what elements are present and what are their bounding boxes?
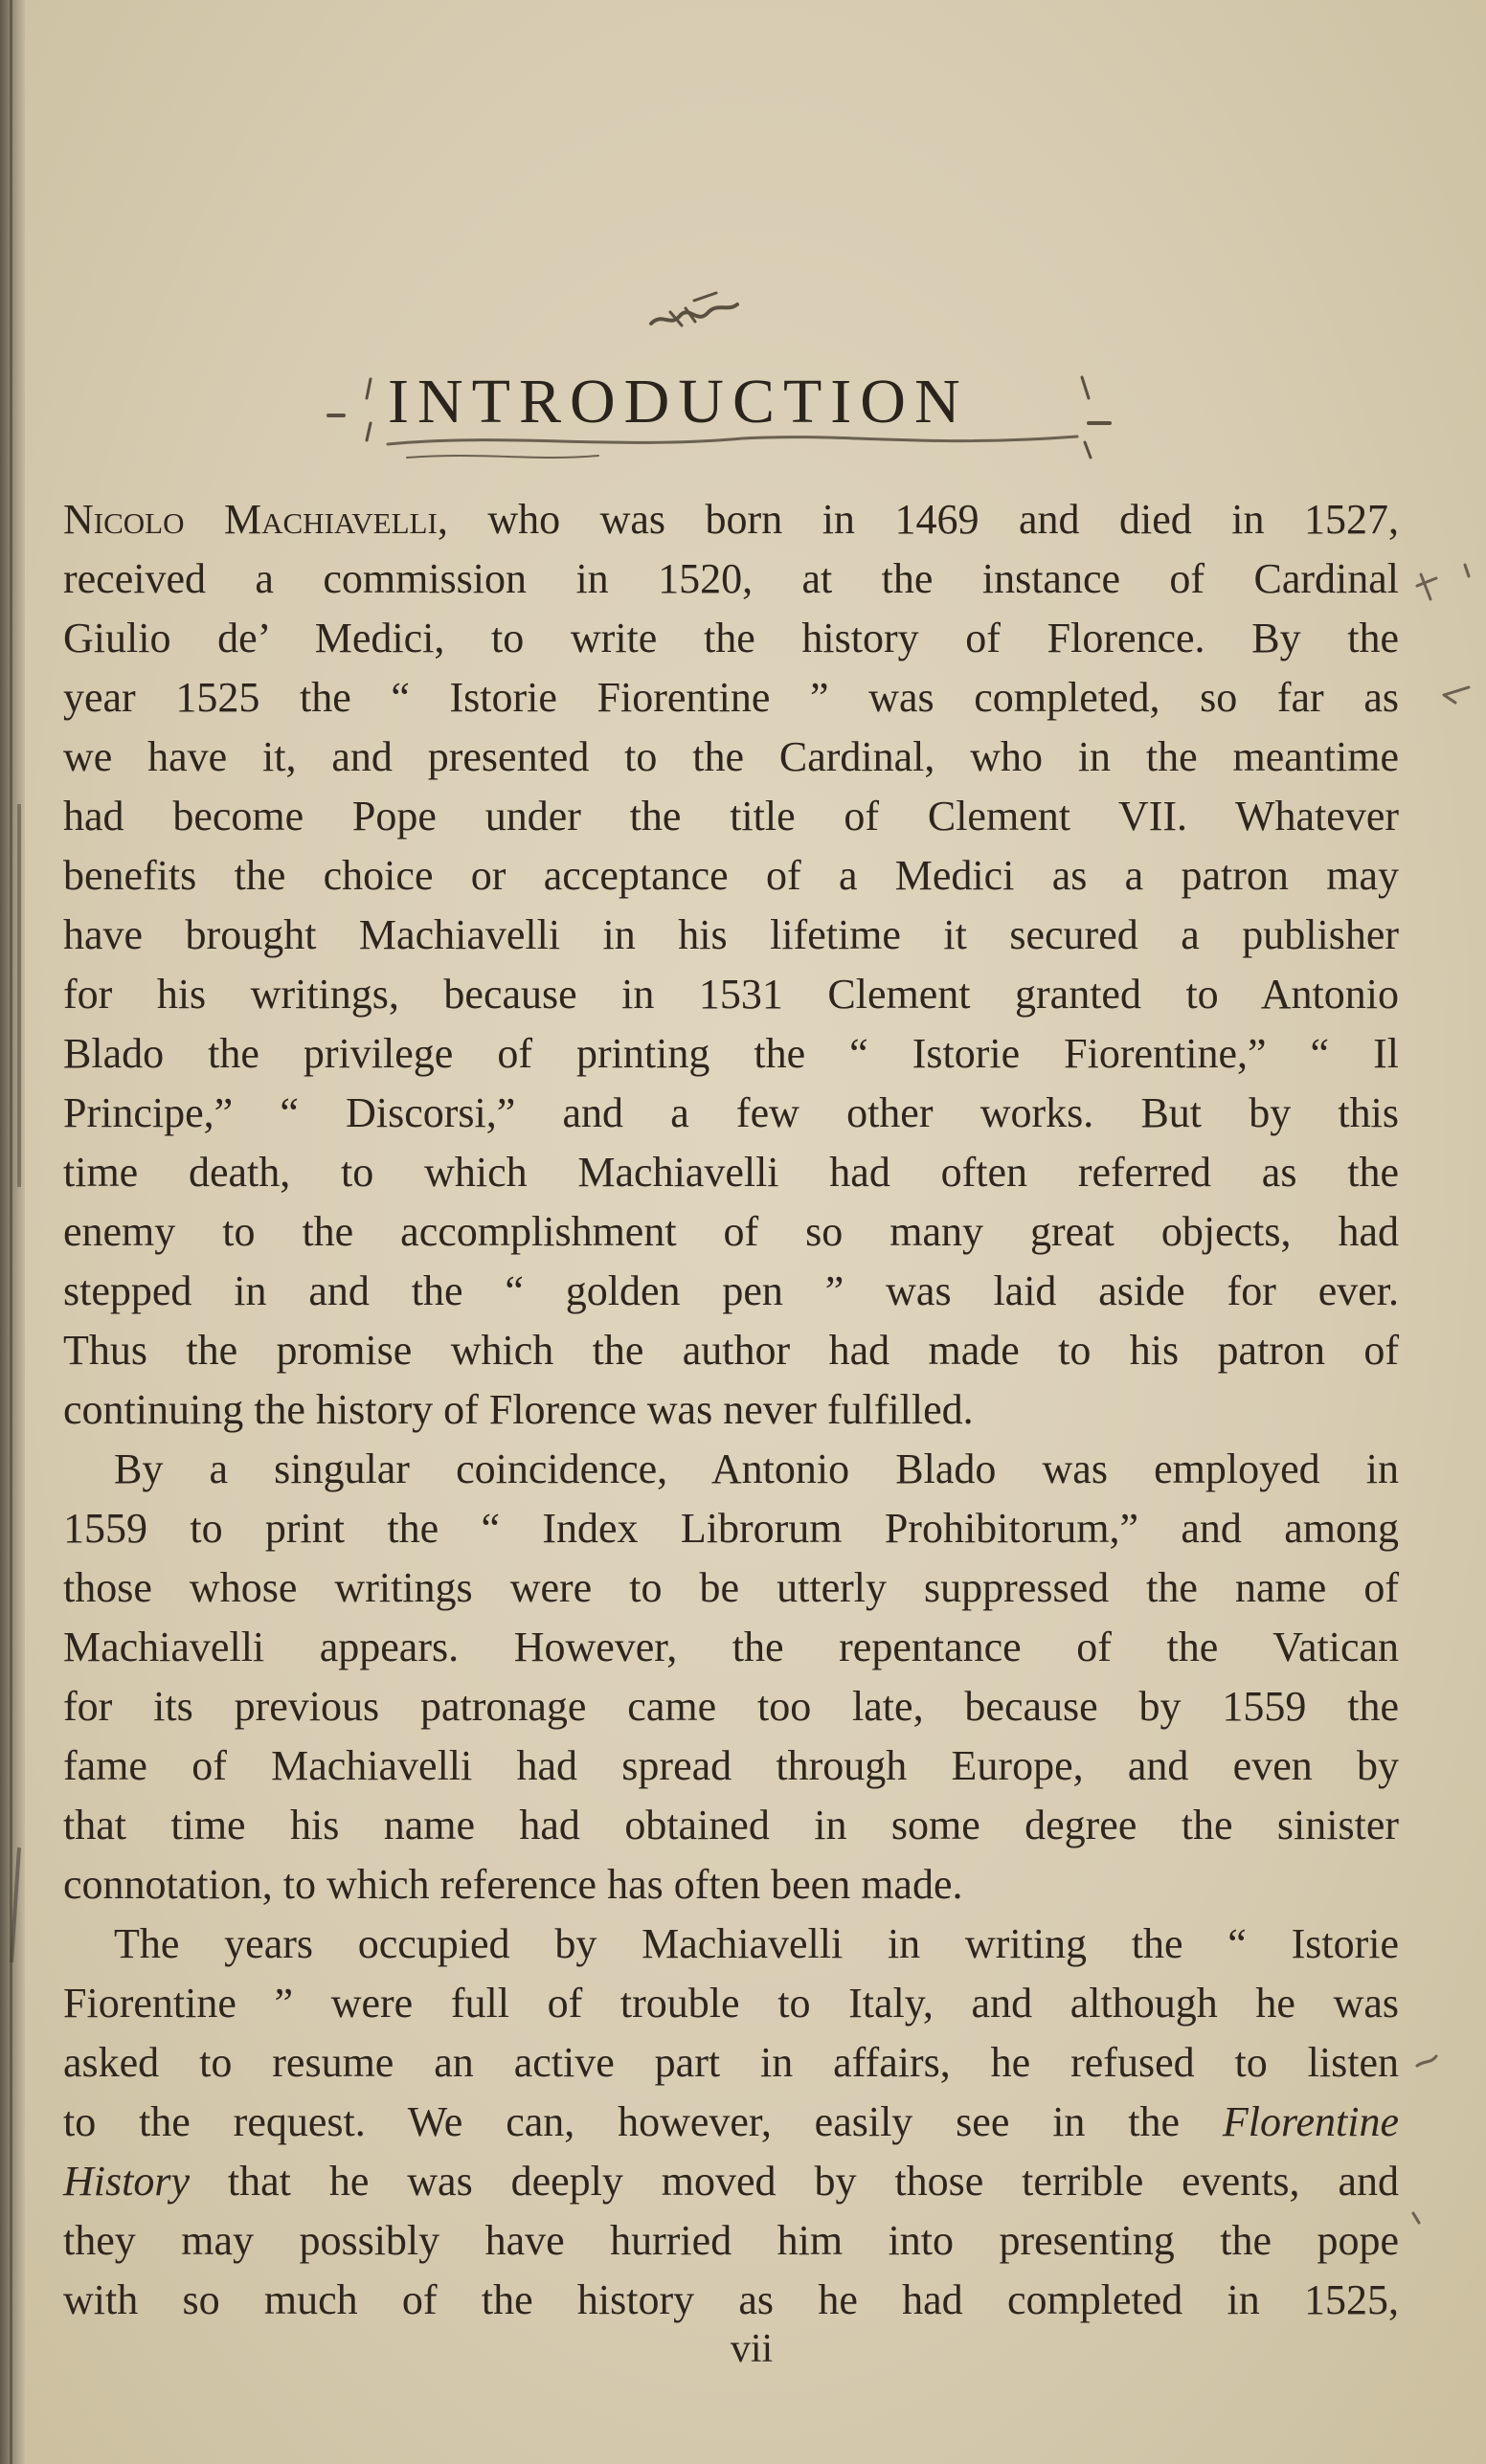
- text-line: Principe,” “ Discorsi,” and a few other works. But by this: [63, 1089, 1399, 1136]
- text-line: had become Pope under the title of Clement VII. Whatever: [63, 793, 1399, 840]
- text-line: for his writings, because in 1531 Clement granted to Antonio: [63, 971, 1399, 1018]
- text-line: Thus the promise which the author had made to his patron of: [63, 1327, 1399, 1374]
- margin-arrow-mark: [1444, 687, 1469, 703]
- text-line: received a commission in 1520, at the instance of Cardinal: [63, 555, 1399, 602]
- text-line: year 1525 the “ Istorie Fiorentine ” was completed, so far as: [63, 674, 1399, 721]
- text-line: Giulio de’ Medici, to write the history of Florence. By the: [63, 615, 1399, 661]
- text-line: those whose writings were to be utterly suppressed the name of: [63, 1564, 1399, 1611]
- text-line: By a singular coincidence, Antonio Blado was employed in: [114, 1445, 1399, 1492]
- page-title: INTRODUCTION: [388, 367, 969, 437]
- text-line: we have it, and presented to the Cardinal, who in the meantime: [63, 733, 1399, 780]
- italic-title: Florentine: [1222, 2098, 1399, 2145]
- text-line: continuing the history of Florence was never fulfilled.: [63, 1386, 974, 1433]
- binding-line: [10, 0, 12, 2464]
- text-line: time death, to which Machiavelli had often referred as the: [63, 1149, 1399, 1196]
- text-line: fame of Machiavelli had spread through Europe, and even by: [63, 1742, 1399, 1789]
- pencil-underline-marks: [311, 366, 1135, 471]
- lead-small-caps: Nicolo Machiavelli: [63, 496, 438, 543]
- text-line: have brought Machiavelli in his lifetime it secured a publisher: [63, 911, 1399, 958]
- text-line: The years occupied by Machiavelli in writing the “ Istorie: [114, 1920, 1399, 1967]
- text-line: History that he was deeply moved by those terrible events, and: [63, 2158, 1399, 2205]
- margin-check-mark: [1417, 574, 1436, 599]
- text-line: Fiorentine ” were full of trouble to Italy, and although he was: [63, 1980, 1399, 2027]
- text-line: stepped in and the “ golden pen ” was laid aside for ever.: [63, 1267, 1399, 1314]
- paragraph-2: [63, 1440, 1399, 1915]
- italic-title: History: [63, 2158, 190, 2205]
- paragraph-3: [63, 1915, 1399, 2330]
- pencil-ornament-mark: [642, 283, 747, 341]
- text-line: they may possibly have hurried him into presenting the pope: [63, 2217, 1399, 2264]
- text-line: connotation, to which reference has often been made.: [63, 1861, 963, 1908]
- text-line: with so much of the history as he had completed in 1525,: [63, 2276, 1399, 2323]
- text-line: Blado the privilege of printing the “ Istorie Fiorentine,” “ Il: [63, 1030, 1399, 1077]
- text-line: Nicolo Machiavelli, who was born in 1469 and died in 1527,: [63, 496, 1399, 543]
- title-block: [311, 366, 1135, 471]
- paragraph-1: [63, 490, 1399, 1440]
- binding-edge: [0, 0, 25, 2464]
- text-line: Machiavelli appears. However, the repentance of the Vatican: [63, 1624, 1399, 1670]
- text-line: asked to resume an active part in affairs, he refused to listen: [63, 2039, 1399, 2086]
- body-text: [63, 490, 1399, 2330]
- text-line: 1559 to print the “ Index Librorum Prohibitorum,” and among: [63, 1505, 1399, 1552]
- text-line: benefits the choice or acceptance of a Medici as a patron may: [63, 852, 1399, 899]
- text-line: to the request. We can, however, easily see in the Florentine: [63, 2098, 1399, 2145]
- text-line: for its previous patronage came too late, because by 1559 the: [63, 1683, 1399, 1730]
- text-line: that time his name had obtained in some degree the sinister: [63, 1802, 1399, 1848]
- page-number: vii: [730, 2327, 774, 2371]
- text-line: enemy to the accomplishment of so many great objects, had: [63, 1208, 1399, 1255]
